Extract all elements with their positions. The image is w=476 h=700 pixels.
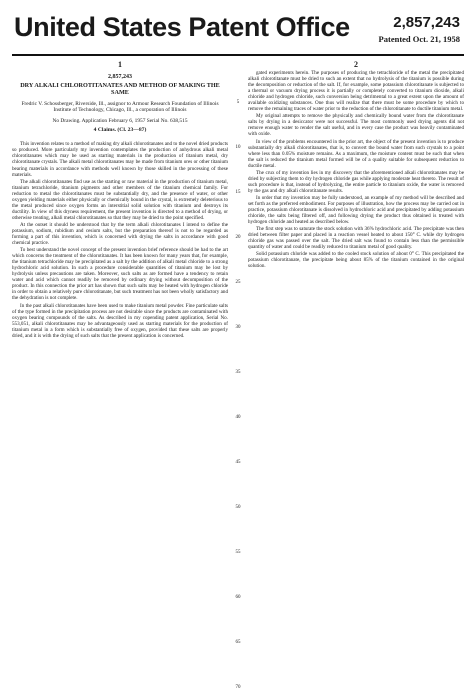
- line-number: 70: [235, 685, 241, 690]
- body-paragraph: The first step was to saturate the stock solution with 36% hydrochloric acid. The precipitate was then dried between filter paper and placed in a reaction vessel heated to about 150° C. while dry hydrogen chloride gas was passed over the salt. The dried salt was found to contain less than the permissible quantity of water and could be readily reduced to titanium metal of good quality.: [248, 226, 464, 251]
- line-number: 35: [235, 370, 241, 375]
- claims-line: 4 Claims. (Cl. 23—87): [93, 127, 147, 134]
- line-number: 20: [235, 235, 241, 240]
- patent-date: Patented Oct. 21, 1958: [378, 34, 460, 44]
- body-paragraph: To best understand the novel concept of the present invention brief reference should be had to the art which concerns the treatment of the chlorotitanates. It has been known for many years that, for example, the titanium tetrachloride may be precipitated as a salt by the addition of alkali metal chloride to a strong hydrochloric acid solution. In such a procedure considerable quantities of titanium may be lost by hydrolysis unless precautions are taken. Moreover, such salts as are formed have a tendency to retain water and acid which cannot readily be removed by ordinary drying without decomposition of the product. In this connection the prior art has shown that such salts may be heated with hydrogen chloride in order to obtain a relatively pure chlorotitanate, but such treatment has not been wholly satisfactory and the dehydration is not complete.: [12, 247, 228, 302]
- right-body: [248, 70, 464, 270]
- body-paragraph: This invention relates to a method of making dry alkali chlorotitanates and to the novel dried products so produced. More particularly my invention contemplates the production of anhydrous alkali metal chlorotitanates which may be used as starting materials in the production of titanium metal, dry chlorotitanate crystals. The alkali metal chlorotitanates may be made from titanium ores or other titanium bearing materials in accordance with methods well known by those skilled in the processing of these materials.: [12, 141, 228, 178]
- front-matter: [12, 74, 228, 133]
- patent-title: DRY ALKALI CHLOROTITANATES AND METHOD OF MAKING THE SAME: [20, 82, 220, 97]
- right-column: [248, 60, 464, 340]
- body-paragraph: In view of the problems encountered in the prior art, the object of the present invention is to produce substantially dry alkali chlorotitanates, that is, to convert the bound water from such crystals to a point where less than 0.05% moisture remains. As a maximum, the moisture content must be such that when the salt is reduced the titanium metal formed will be of a quality suitable for subsequent reduction to ductile metal.: [248, 138, 464, 169]
- header-rule: [12, 54, 464, 56]
- left-body: [12, 141, 228, 339]
- inventor-line: Fredric V. Schossberger, Riverside, Ill., assignor to Armour Research Foundation of Illinois Institute of Technology, Chicago, Ill., a corporation of Illinois: [21, 101, 219, 114]
- line-number: 15: [235, 190, 241, 195]
- patent-number: 2,857,243: [393, 14, 460, 31]
- masthead: [12, 8, 464, 52]
- line-number: 30: [235, 325, 241, 330]
- line-number: 25: [235, 280, 241, 285]
- line-number: 65: [235, 640, 241, 645]
- line-number: 60: [235, 595, 241, 600]
- body-paragraph: In the past alkali chlorotitanates have been used to make titanium metal powder. Fine particulate salts of the type formed in the precipitation process are not desirable since the products are contaminated with oxygen bearing compounds of the salts. As described in my copending patent application, Serial No. 553,051, alkali chlorotitanates may be advantageously used as starting materials for the production of titanium metal in a form which is substantially free of oxygen, provided that these salts are properly dried, and it is with the drying of such salts that the present application is concerned.: [12, 302, 228, 339]
- body-paragraph: My original attempts to remove the physically and chemically bound water from the chlorotitanate salts by drying in a desiccator were not successful. The most commonly used drying agents did not remove enough water to render the salt useful, and in every case the product was heavily contaminated with oxide.: [248, 113, 464, 138]
- body-paragraph: At the outset it should be understood that by the term alkali chlorotitanates I intend to define the potassium, sodium, rubidium and cesium salts, but the preparation thereof is not to be regarded as forming a part of this invention, which is concerned with drying the salts in accordance with good chemical practice.: [12, 221, 228, 247]
- left-column-number: 1: [118, 60, 122, 69]
- line-number: 10: [235, 145, 241, 150]
- body-paragraph: The alkali chlorotitanates find use as the starting or raw material in the production of titanium metal, titanium tetrachloride, titanium pigments and other members of the titanium chemical family. For reduction to metal the chlorotitanates must be substantially dry, and the presence of water, or other oxygen yielding materials either physically or chemically bound in the crystal, is extremely deleterious to the metal produced since oxygen forms an interstitial solid solution with titanium and destroys its ductility. In view of this dryness requirement, the present invention is directed to a method of drying, or otherwise treating, alkali metal chlorotitanates so that they may be dried to the point specified.: [12, 178, 228, 221]
- line-number: 5: [236, 100, 240, 105]
- left-column: [12, 60, 228, 340]
- line-number: 55: [235, 550, 241, 555]
- front-patent-number: 2,857,243: [108, 74, 132, 80]
- line-number: 40: [235, 415, 241, 420]
- right-column-number: 2: [354, 60, 358, 69]
- line-number: 50: [235, 505, 241, 510]
- application-line: No Drawing. Application February 6, 1957 Serial No. 638,515: [52, 117, 188, 124]
- body-paragraph: gated experiments herein. The purposes of producing the tetrachloride of the metal the precipitated alkali chlorotitanate must be dried to such an extent that no hydrolysis of the titanium is possible during the decomposition or reduction of the salt. If, for example, some potassium chlorotitanate is subjected to a thermal or vacuum drying process it is partially or completely converted to titanium dioxide, alkali chloride and hydrogen chloride, such conversion being detrimental to a great extent upon the amount of available oxidizing substances. One thus will realize that there must be some procedure by which to remove the remaining traces of water prior to the reduction of the chlorotitanate to ductile titanium metal.: [248, 70, 464, 113]
- body-paragraph: Solid potassium chloride was added to the cooled stock solution of about 0° C. This precipitated the potassium chlorotitanate, the precipitate being about 85% of the titanium contained in the original solution.: [248, 251, 464, 270]
- line-number: 45: [235, 460, 241, 465]
- body-paragraph: In order that my invention may be fully understood, an example of my method will be described and set forth as the preferred embodiment. For purposes of illustration, how the process may be carried out in practice, potassium chlorotitanate is dissolved in hydrochloric acid and precipitated by adding potassium chloride, the salts being filtered off, and following drying the product thus obtained is treated with hydrogen chloride and heated as described below.: [248, 194, 464, 226]
- body-paragraph: The crux of my invention lies in my discovery that the aforementioned alkali chlorotitanates may be dried by subjecting them to dry hydrogen chloride gas while applying moderate heat thereto. The result of such procedure is that, instead of hydrolyzing, the entire particle to titanium oxide, the water is removed by the gas and dry alkali chlorotitanate results.: [248, 169, 464, 194]
- text-columns: [12, 60, 464, 690]
- office-title: United States Patent Office: [14, 12, 350, 42]
